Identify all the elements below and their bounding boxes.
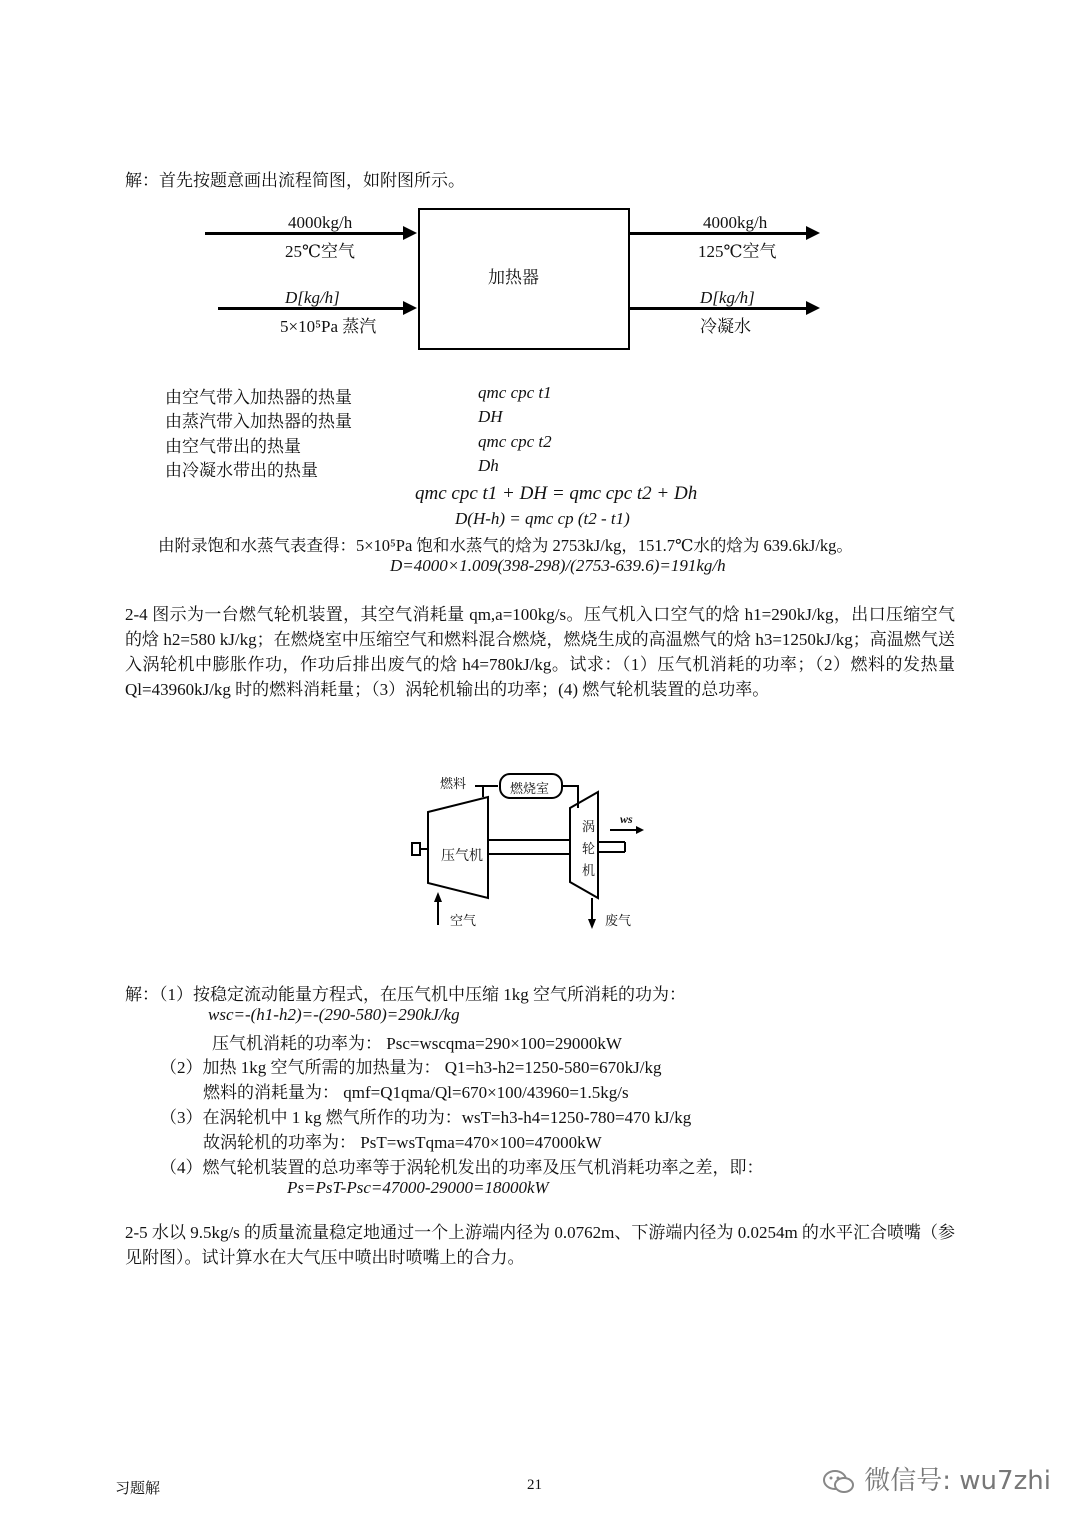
solution-intro: 解：首先按题意画出流程简图，如附图所示。 <box>125 171 465 190</box>
heat-row-expr: DH <box>478 407 503 426</box>
energy-balance-equation: qmc cpc t1 + DH = qmc cpc t2 + Dh <box>415 483 698 504</box>
turbine-label-3: 机 <box>582 863 596 878</box>
problem-2-4: 2-4 图示为一台燃气轮机装置，其空气消耗量 qm,a=100kg/s。压气机入口空气的焓 h1=290kJ/kg，出口压缩空气的焓 h2=580 kJ/kg；在燃烧室中压缩空气和燃料混合燃烧，燃烧生成的高温燃气的焓 h3=1250kJ/kg；高温燃气送入涡轮机中膨胀作功，作功后排出废气的焓 h4=780kJ/kg。试求：（1）压气机消耗的功率；（2）燃料的发热量 Ql=43960kJ/kg 时的燃料消耗量；（3）涡轮机输出的功率；(4) 燃气轮机装置的总功率。 <box>125 605 955 699</box>
solution-line: （2）加热 1kg 空气所需的加热量为： Q1=h3-h2=1250-580=670kJ/kg <box>160 1058 662 1077</box>
heater-label: 加热器 <box>488 268 539 287</box>
compressor-label: 压气机 <box>441 849 483 864</box>
rearranged-equation: D(H-h) = qmc cp (t2 - t1) <box>455 509 630 528</box>
turbine-label-2: 轮 <box>582 841 596 856</box>
air-outlet-temp: 125℃空气 <box>698 242 777 261</box>
solution-line: 解：（1）按稳定流动能量方程式，在压气机中压缩 1kg 空气所消耗的功为： <box>125 985 686 1004</box>
solution-line: （4）燃气轮机装置的总功率等于涡轮机发出的功率及压气机消耗功率之差，即： <box>160 1158 764 1177</box>
steam-inlet-pressure: 5×10⁵Pa 蒸汽 <box>280 317 377 336</box>
steam-rate-result: D=4000×1.009(398-298)/(2753-639.6)=191kg/h <box>390 556 726 575</box>
condensate-outlet-label: 冷凝水 <box>700 317 751 336</box>
heat-row-label: 由蒸汽带入加热器的热量 <box>165 412 352 431</box>
watermark-text: 微信号: wu7zhi <box>864 1466 1051 1496</box>
air-inlet-temp: 25℃空气 <box>285 242 356 261</box>
fuel-label: 燃料 <box>440 776 467 791</box>
wechat-watermark <box>822 1460 1051 1497</box>
solution-line: 燃料的消耗量为： qmf=Q1qma/Ql=670×100/43960=1.5kg/s <box>203 1083 629 1102</box>
problem-2-5: 2-5 水以 9.5kg/s 的质量流量稳定地通过一个上游端内径为 0.0762m、下游端内径为 0.0254m 的水平汇合喷嘴（参见附图）。试计算水在大气压中喷出时喷嘴上的合力。 <box>125 1223 955 1267</box>
solution-line: Ps=PsT-Psc=47000-29000=18000kW <box>287 1178 549 1197</box>
heat-row-expr: qmc cpc t2 <box>478 432 552 451</box>
condensate-outlet-flow: D[kg/h] <box>700 288 755 307</box>
heat-row-expr: Dh <box>478 456 499 475</box>
heat-row-label: 由冷凝水带出的热量 <box>165 461 318 480</box>
combustor-label: 燃烧室 <box>510 781 550 796</box>
heat-row-label: 由空气带入加热器的热量 <box>165 388 352 407</box>
table-lookup-text: 由附录饱和水蒸气表查得：5×10⁵Pa 饱和水蒸气的焓为 2753kJ/kg，151.7℃水的焓为 639.6kJ/kg。 <box>158 536 853 555</box>
solution-line: 故涡轮机的功率为： PsT=wsTqma=470×100=47000kW <box>203 1133 602 1152</box>
solution-line: （3）在涡轮机中 1 kg 燃气所作的功为：wsT=h3-h4=1250-780=470 kJ/kg <box>160 1108 692 1127</box>
heat-row-label: 由空气带出的热量 <box>165 437 301 456</box>
heat-row-expr: qmc cpc t1 <box>478 383 552 402</box>
steam-inlet-flow: D[kg/h] <box>285 288 340 307</box>
footer-section-label: 习题解 <box>115 1481 161 1497</box>
page-number: 21 <box>527 1477 542 1493</box>
air-inlet-flow: 4000kg/h <box>288 213 353 232</box>
solution-line: 压气机消耗的功率为： Psc=wscqma=290×100=29000kW <box>212 1034 622 1053</box>
air-outlet-flow: 4000kg/h <box>703 213 768 232</box>
turbine-label-1: 涡 <box>582 819 596 834</box>
exhaust-label: 废气 <box>605 913 632 928</box>
air-inlet-label: 空气 <box>450 913 477 928</box>
shaft-work-label: ws <box>620 812 633 826</box>
wechat-icon <box>822 1469 856 1495</box>
solution-line: wsc=-(h1-h2)=-(290-580)=290kJ/kg <box>208 1005 460 1024</box>
